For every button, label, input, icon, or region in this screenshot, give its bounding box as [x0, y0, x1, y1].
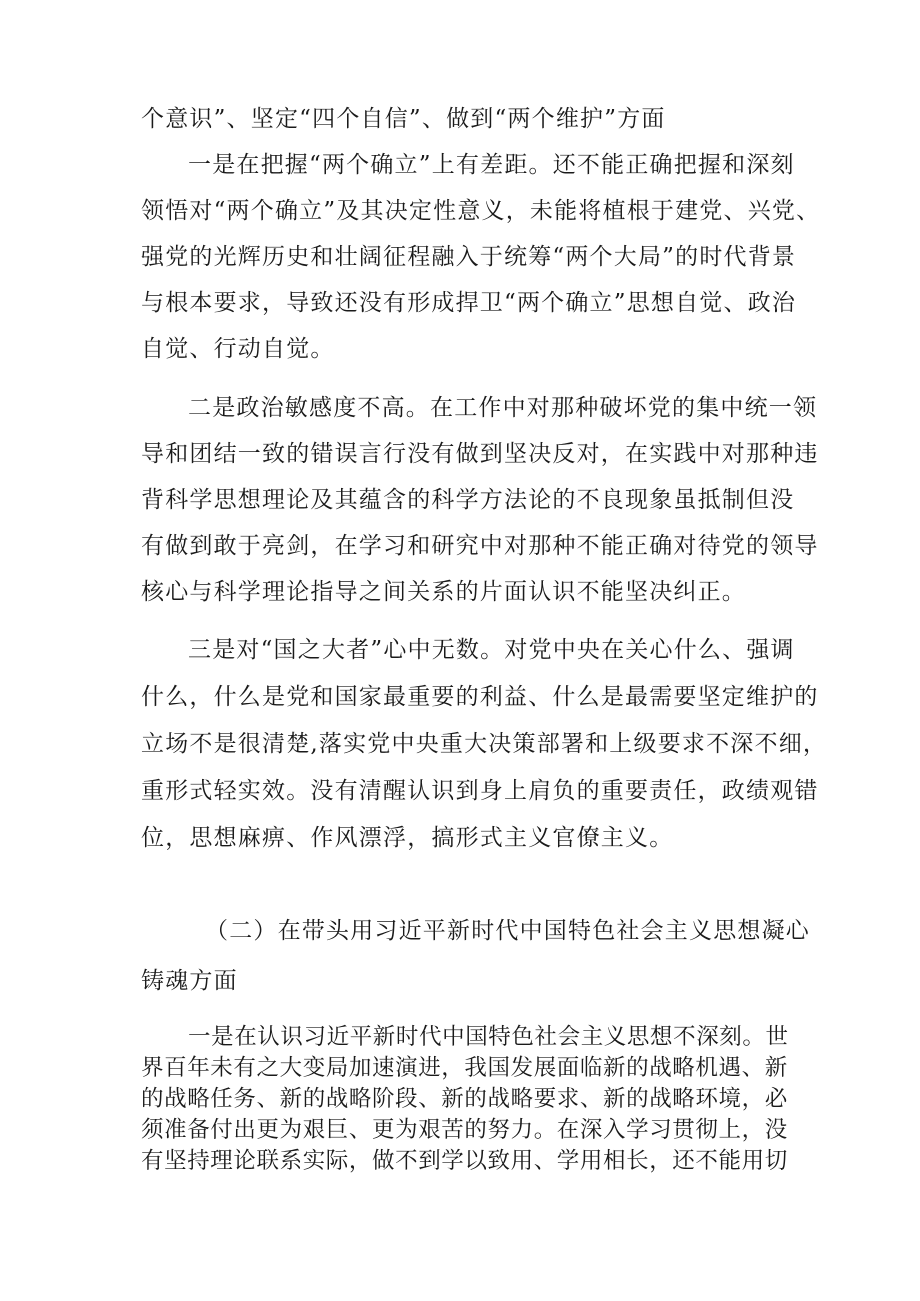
paragraph-line: 的战略任务、新的战略阶段、新的战略要求、新的战略环境，必 [141, 1086, 788, 1112]
paragraph-line: 有坚持理论联系实际，做不到学以致用、学用相长，还不能用切 [141, 1148, 788, 1174]
paragraph-line: 强党的光辉历史和壮阔征程融入于统筹“两个大局”的时代背景 [141, 244, 797, 270]
section-heading-line: （二）在带头用习近平新时代中国特色社会主义思想凝心 [205, 918, 810, 944]
paragraph-line: 核心与科学理论指导之间关系的片面认识不能坚决纠正。 [141, 579, 746, 605]
paragraph-line: 什么，什么是党和国家最重要的利益、什么是最需要坚定维护的 [141, 684, 819, 710]
paragraph-line: 有做到敢于亮剑，在学习和研究中对那种不能正确对待党的领导 [141, 533, 819, 559]
paragraph-line: 自觉、行动自觉。 [141, 336, 335, 362]
paragraph-line: 领悟对“两个确立”及其决定性意义，未能将植根于建党、兴党、 [141, 198, 821, 224]
paragraph-line: 位，思想麻痹、作风漂浮，搞形式主义官僚主义。 [141, 825, 674, 851]
section-heading-line: 个意识”、坚定“四个自信”、做到“两个维护”方面 [141, 106, 666, 132]
paragraph-line: 与根本要求，导致还没有形成捍卫“两个确立”思想自觉、政治 [141, 290, 797, 316]
paragraph-line: 导和团结一致的错误言行没有做到坚决反对，在实践中对那种违 [141, 441, 819, 467]
paragraph-line: 三是对“国之大者”心中无数。对党中央在关心什么、强调 [188, 637, 795, 663]
paragraph-line: 一是在认识习近平新时代中国特色社会主义思想不深刻。世 [188, 1024, 789, 1050]
paragraph-line: 二是政治敏感度不高。在工作中对那种破坏党的集中统一领 [188, 395, 818, 421]
paragraph-line: 须准备付出更为艰巨、更为艰苦的努力。在深入学习贯彻上，没 [141, 1117, 788, 1143]
paragraph-line: 背科学思想理论及其蕴含的科学方法论的不良现象虽抵制但没 [141, 487, 795, 513]
paragraph-line: 重形式轻实效。没有清醒认识到身上肩负的重要责任，政绩观错 [141, 778, 819, 804]
section-heading-line: 铸魂方面 [141, 968, 238, 994]
paragraph-line: 立场不是很清楚,落实党中央重大决策部署和上级要求不深不细， [141, 731, 828, 757]
paragraph-line: 一是在把握“两个确立”上有差距。还不能正确把握和深刻 [188, 152, 795, 178]
paragraph-line: 界百年未有之大变局加速演进，我国发展面临新的战略机遇、新 [141, 1055, 788, 1081]
